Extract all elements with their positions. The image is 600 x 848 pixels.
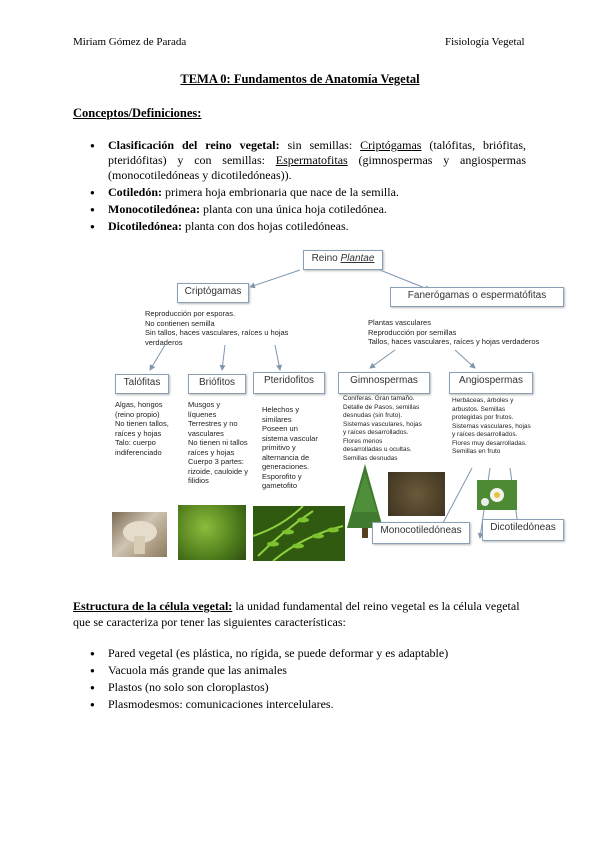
pine-cone-photo <box>388 472 445 516</box>
concepts-list <box>90 138 526 236</box>
list-item: ● Dicotiledónea: planta con dos hojas cotiledóneas. <box>90 219 526 234</box>
box-talofitas: Talófitas <box>115 374 169 394</box>
term: Cotiledón: <box>108 185 162 199</box>
list-item: ● Plastos (no solo son cloroplastos) <box>90 680 526 695</box>
briofitas-description: Musgos y líquenes Terrestres y no vasculares No tienen ni tallos raíces y hojas Cuerpo 3 partes: rizoide, cauloide y filidios <box>188 400 249 485</box>
box-monocotiledoneas: Monocotiledóneas <box>372 522 470 544</box>
concepts-heading: Conceptos/Definiciones: <box>73 106 202 120</box>
header-subject: Fisiología Vegetal <box>445 36 525 48</box>
fanerogamas-description: Plantas vasculares Reproducción por semillas Tallos, haces vasculares, raíces y hojas verdaderos <box>368 318 540 346</box>
box-angiospermas: Angiospermas <box>449 372 533 394</box>
angiospermas-description: Herbáceas, árboles y arbustos. Semillas protegidas por frutos. Sistemas vasculares, hojas y raíces desarrollados. Flores muy desarrolladas. Semillas en fruto <box>452 397 531 455</box>
list-item: ● Monocotiledónea: planta con una única hoja cotiledónea. <box>90 202 526 217</box>
box-briofitas: Briófitos <box>188 374 246 394</box>
fern-photo <box>253 506 345 561</box>
box-fanerogamas: Fanerógamas o espermatófitas <box>390 287 564 307</box>
cell-list <box>90 646 526 714</box>
list-item: ● Vacuola más grande que las animales <box>90 663 526 678</box>
term: Dicotiledónea: <box>108 219 182 233</box>
cell-paragraph: Estructura de la célula vegetal: la unidad fundamental del reino vegetal es la célula vegetal que se caracteriza por tener las siguientes características: <box>73 599 520 629</box>
link-criptogamas: Criptógamas <box>360 138 422 152</box>
box-reino: Reino Plantae <box>303 250 383 270</box>
list-item: ● Plasmodesmos: comunicaciones intercelulares. <box>90 697 526 712</box>
box-dicotiledoneas: Dicotiledóneas <box>482 519 564 541</box>
moss-photo <box>178 505 246 560</box>
box-pteridofitas: Pteridofitos <box>253 372 325 394</box>
list-item: ● Clasificación del reino vegetal: sin semillas: Criptógamas (talófitas, briófitas, pteridófitas) y con semillas: Espermatofitas (gimnospermas y angiospermas (monocotiledóneas y dicotiledóneas)). <box>90 138 526 183</box>
flower-photo <box>477 480 517 510</box>
classification-diagram <box>110 240 565 565</box>
term: Clasificación del reino vegetal: <box>108 138 280 152</box>
mushroom-photo <box>112 512 167 557</box>
talofitas-description: Algas, hongos (reino propio) No tienen tallos, raíces y hojas Talo: cuerpo indiferenciado <box>115 400 169 457</box>
header-author: Miriam Gómez de Parada <box>73 36 187 48</box>
pteridofitas-description: Helechos y similares Poseen un sistema vascular primitivo y alternancia de generaciones. Esporofito y gametofito <box>262 405 318 490</box>
box-criptogamas: Criptógamas <box>177 283 249 303</box>
term: Monocotiledónea: <box>108 202 200 216</box>
gimnospermas-description: Coníferas. Gran tamaño. Detalle de Pasos, semillas desnudas (sin fruto). Sistemas vasculares, hojas y raíces desarrollados. Flores menos desarrolladas u ocultas. Semillas desnudas <box>343 395 422 462</box>
list-item: ● Cotiledón: primera hoja embrionaria que nace de la semilla. <box>90 185 526 200</box>
cell-heading: Estructura de la célula vegetal: <box>73 599 233 613</box>
box-gimnospermas: Gimnospermas <box>338 372 430 394</box>
criptogamas-description: Reproducción por esporas. No contienen semilla Sin tallos, haces vasculares, raíces u hojas verdaderos <box>145 309 289 347</box>
document-title: TEMA 0: Fundamentos de Anatomía Vegetal <box>180 72 420 86</box>
link-espermatofitas: Espermatofitas <box>275 153 348 167</box>
list-item: ● Pared vegetal (es plástica, no rígida, se puede deformar y es adaptable) <box>90 646 526 661</box>
